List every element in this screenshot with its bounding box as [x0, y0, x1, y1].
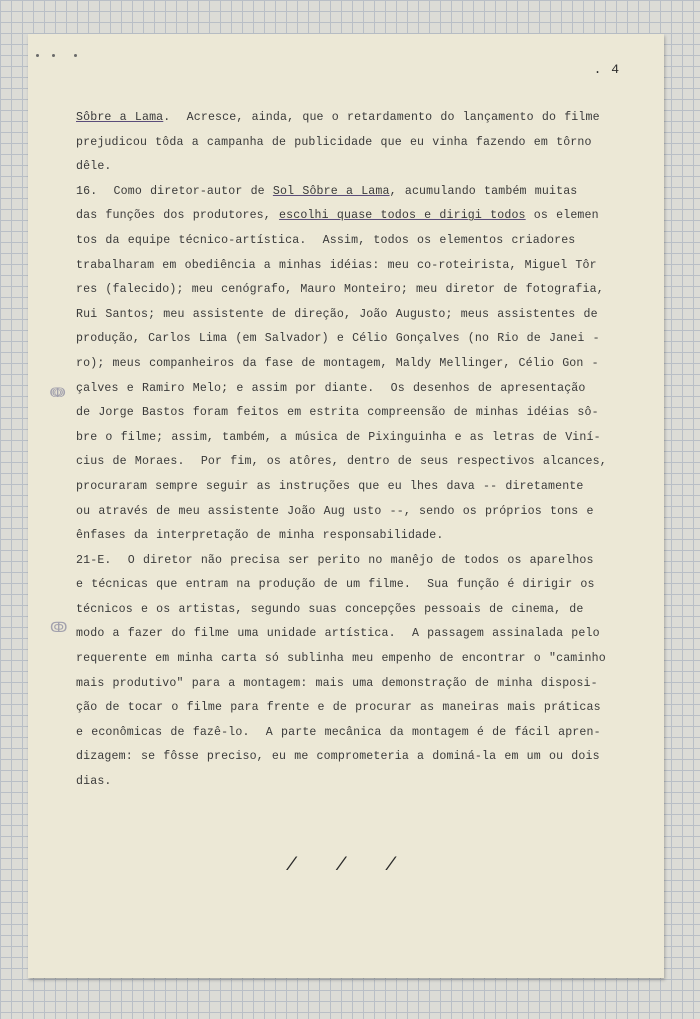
- text-segment: técnicos e os artistas, segundo suas concepções pessoais de cinema, de: [76, 602, 584, 616]
- text-segment: 21-E. O diretor não precisa ser perito no manêjo de todos os aparelhos: [76, 553, 594, 567]
- text-segment: çalves e Ramiro Melo; e assim por diante. Os desenhos de apresentação: [76, 381, 586, 395]
- section-separator: / / /: [286, 856, 411, 876]
- document-page: [28, 34, 664, 978]
- text-segment: dias.: [76, 775, 112, 789]
- text-segment: prejudicou tôda a campanha de publicidade que eu vinha fazendo em tôrno: [76, 135, 592, 149]
- text-segment: , acumulando também muitas: [389, 184, 578, 198]
- text-segment: ção de tocar o filme para frente e de procurar as maneiras mais práticas: [76, 701, 601, 715]
- pin-hole: [74, 54, 77, 57]
- text-segment: cius de Moraes. Por fim, os atôres, dentro de seus respectivos alcances,: [76, 455, 607, 469]
- text-line: [76, 696, 636, 721]
- text-line: [76, 622, 636, 647]
- text-line: [76, 377, 636, 402]
- text-line: [76, 352, 636, 377]
- pin-hole: [36, 54, 39, 57]
- text-segment: requerente em minha carta só sublinha meu empenho de encontrar o "caminho: [76, 652, 606, 666]
- text-segment: . Acresce, ainda, que o retardamento do lançamento do filme: [163, 111, 600, 124]
- text-line: [76, 254, 636, 279]
- margin-mark-icon: ↈ: [50, 386, 66, 402]
- text-line: [76, 180, 636, 205]
- text-segment: ro); meus companheiros da fase de montagem, Maldy Mellinger, Célio Gon -: [76, 356, 599, 370]
- text-line: [76, 500, 636, 525]
- text-line: [76, 573, 636, 598]
- text-segment: mais produtivo" para a montagem: mais uma demonstração de minha disposi-: [76, 676, 598, 690]
- text-segment: trabalharam em obediência a minhas idéias: meu co-roteirista, Miguel Tôr: [76, 258, 597, 272]
- text-segment: res (falecido); meu cenógrafo, Mauro Monteiro; meu diretor de fotografia,: [76, 283, 604, 297]
- text-line: [76, 327, 636, 352]
- text-line: [76, 549, 636, 574]
- text-segment: dizagem: se fôsse preciso, eu me comprometeria a dominá-la em um ou dois: [76, 750, 600, 764]
- text-line: [76, 450, 636, 475]
- text-line: [76, 647, 636, 672]
- text-line: [76, 770, 636, 795]
- text-line: [76, 426, 636, 451]
- text-line: [76, 278, 636, 303]
- text-line: [76, 524, 636, 549]
- text-line: [76, 598, 636, 623]
- text-segment: de Jorge Bastos foram feitos em estrita compreensão de minhas idéias sô-: [76, 406, 599, 420]
- text-segment: bre o filme; assim, também, a música de Pixinguinha e as letras de Viní-: [76, 430, 601, 444]
- text-line: [76, 106, 636, 131]
- pin-hole: [52, 54, 55, 57]
- underlined-text: escolhi quase todos e dirigi todos: [279, 209, 526, 223]
- text-segment: e econômicas de fazê-lo. A parte mecânica da montagem é de fácil apren-: [76, 725, 601, 739]
- typed-text-body: [76, 106, 636, 795]
- text-segment: dêle.: [76, 160, 112, 174]
- text-segment: das funções dos produtores,: [76, 209, 280, 223]
- text-segment: ou através de meu assistente João Aug usto --, sendo os próprios tons e: [76, 504, 594, 518]
- text-segment: ênfases da interpretação de minha responsabilidade.: [76, 529, 444, 543]
- text-segment: e técnicas que entram na produção de um filme. Sua função é dirigir os: [76, 578, 595, 592]
- text-line: [76, 672, 636, 697]
- text-line: [76, 745, 636, 770]
- text-line: [76, 303, 636, 328]
- text-segment: tos da equipe técnico-artística. Assim, todos os elementos criadores: [76, 233, 576, 247]
- text-segment: 16. Como diretor-autor de: [76, 184, 273, 198]
- text-line: [76, 155, 636, 180]
- text-segment: Rui Santos; meu assistente de direção, João Augusto; meus assistentes de: [76, 307, 598, 321]
- page-number: . 4: [593, 62, 620, 77]
- text-line: [76, 721, 636, 746]
- underlined-text: Sôbre a Lama: [76, 111, 164, 124]
- text-line: [76, 131, 636, 156]
- text-line: [76, 204, 636, 229]
- text-segment: procuraram sempre seguir as instruções que eu lhes dava -- diretamente: [76, 479, 584, 493]
- text-line: [76, 229, 636, 254]
- text-segment: modo a fazer do filme uma unidade artística. A passagem assinalada pelo: [76, 627, 600, 641]
- text-line: [76, 401, 636, 426]
- text-segment: produção, Carlos Lima (em Salvador) e Célio Gonçalves (no Rio de Janei -: [76, 332, 600, 346]
- margin-mark-icon: ↂ: [50, 621, 68, 637]
- text-segment: os elemen: [525, 209, 599, 223]
- underlined-text: Sol Sôbre a Lama: [272, 184, 390, 198]
- text-line: [76, 475, 636, 500]
